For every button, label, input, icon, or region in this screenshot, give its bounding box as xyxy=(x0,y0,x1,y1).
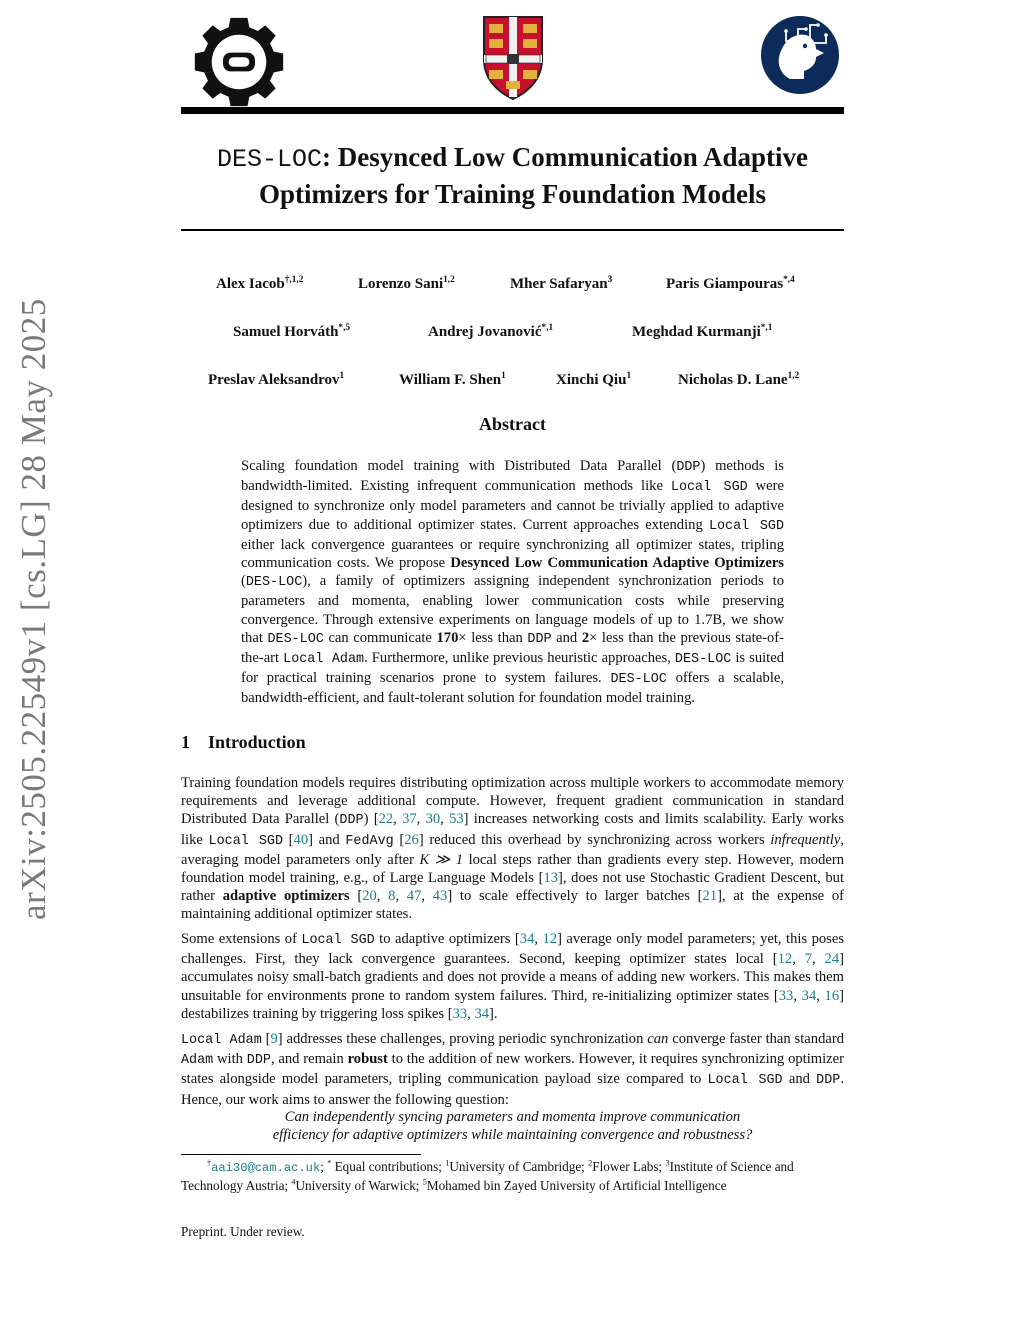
citation-link[interactable]: 30 xyxy=(425,811,441,828)
author-name: Paris Giampouras xyxy=(666,276,784,292)
citation-link[interactable]: 16 xyxy=(824,987,840,1004)
author xyxy=(358,276,455,293)
citation-link[interactable]: 7 xyxy=(804,951,813,968)
author xyxy=(632,324,772,341)
author xyxy=(233,324,350,341)
author-affil: 1 xyxy=(626,371,632,381)
citation-link[interactable]: 33 xyxy=(778,987,794,1004)
citation-link[interactable]: 22 xyxy=(378,811,394,828)
citation-link[interactable]: 13 xyxy=(543,870,559,887)
author-affil: 3 xyxy=(607,275,613,285)
research-question: Can independently syncing parameters and momenta improve communication efficiency for adaptive optimizers while maintaining convergence and robustness? xyxy=(272,1109,753,1144)
author xyxy=(399,372,506,389)
top-rule xyxy=(181,107,844,114)
author-name: Xinchi Qiu xyxy=(556,372,627,388)
citation-link[interactable]: 40 xyxy=(293,831,309,848)
author-name: Nicholas D. Lane xyxy=(678,372,788,388)
arxiv-stamp: arXiv:2505.22549v1 [cs.LG] 28 May 2025 xyxy=(14,298,53,920)
citation-link[interactable]: 24 xyxy=(824,951,840,968)
math-expression: K ≫ 1 xyxy=(419,851,463,868)
footnote-rule xyxy=(181,1154,421,1155)
author xyxy=(678,372,799,389)
section-title: Introduction xyxy=(208,732,306,752)
citation-link[interactable]: 43 xyxy=(432,888,448,905)
citation-link[interactable]: 20 xyxy=(362,888,377,905)
abstract-heading: Abstract xyxy=(479,414,546,434)
citation-link[interactable]: 53 xyxy=(449,811,464,828)
author-affil: 1 xyxy=(339,371,345,381)
author xyxy=(216,276,303,293)
author-affil: *,1 xyxy=(541,323,554,333)
author-name: Mher Safaryan xyxy=(510,276,608,292)
title-code: DES-LOC xyxy=(216,145,322,174)
citation-link[interactable]: 21 xyxy=(702,888,718,905)
citation-link[interactable]: 8 xyxy=(388,888,396,905)
email-link[interactable]: aai30@cam.ac.uk xyxy=(211,1161,321,1175)
author-name: William F. Shen xyxy=(399,372,502,388)
citation-link[interactable]: 34 xyxy=(474,1005,490,1022)
title-line2: Optimizers for Training Foundation Models xyxy=(258,179,767,209)
university-shield-logo-icon xyxy=(482,15,544,101)
citation-link[interactable]: 34 xyxy=(519,931,535,947)
author-affil: *,5 xyxy=(338,323,351,333)
citation-link[interactable]: 12 xyxy=(777,951,793,968)
bird-circuit-logo-icon xyxy=(760,15,840,95)
author-name: Andrej Jovanović xyxy=(428,324,542,340)
author-affil: *,1 xyxy=(760,323,773,333)
author-name: Lorenzo Sani xyxy=(358,276,444,292)
author-name: Preslav Aleksandrov xyxy=(208,372,340,388)
author xyxy=(556,372,631,389)
author-affil: 1,2 xyxy=(787,371,800,381)
abstract-body: Scaling foundation model training with Distributed Data Parallel (DDP) methods is bandwidth-limited. Existing infrequent communication methods like Local SGD were designed to synchronize only model parameters and cannot be trivially applied to adaptive optimizers due to additional optimizer states. Current approaches extending Local SGD either lack convergence guarantees or require synchronizing all optimizer states, tripling communication costs. We propose Desynced Low Communication Adaptive Optimizers (DES-LOC), a family of optimizers assigning independent synchronization periods to parameters and momenta, enabling lower communication costs while preserving convergence. Through extensive experiments on language models of up to 1.7B, we show that DES-LOC can communicate 170× less than DDP and 2× less than the previous state-of-the-art Local Adam. Furthermore, unlike previous heuristic approaches, DES-LOC is suited for practical training scenarios prone to system failures. DES-LOC offers a scalable, bandwidth-efficient, and fault-tolerant solution for foundation model training. xyxy=(241,458,785,707)
citation-link[interactable]: 9 xyxy=(270,1031,278,1047)
citation-link[interactable]: 12 xyxy=(542,931,558,947)
author-name: Meghdad Kurmanji xyxy=(632,324,761,340)
author-affil: 1 xyxy=(501,371,506,381)
author xyxy=(208,372,344,389)
author-affil: 1,2 xyxy=(443,275,455,285)
intro-paragraph-3: Local Adam [9] addresses these challenges, proving periodic synchronization can converge faster than standard Adam with DDP, and remain robust to the addition of new workers. However, it requires synchronizing optimizer states alongside model parameters, tripling communication payload size compared to Local SGD and DDP. Hence, our work aims to answer the following question: xyxy=(181,1031,844,1108)
author-name: Alex Iacob xyxy=(216,276,285,292)
section-heading xyxy=(181,732,306,753)
intro-paragraph-1: Training foundation models requires distributing optimization across multiple workers to accommodate memory requirements and leverage additional compute. However, frequent gradient communication in standard Distributed Data Parallel (DDP) [22, 37, 30, 53] increases networking costs and limits scalability. Early works like Local SGD [40] and FedAvg [26] reduced this overhead by synchronizing across workers infrequently, averaging model parameters only after K ≫ 1 local steps rather than gradients every step. However, modern foundation model training, e.g., of Large Language Models [13], does not use Stochastic Gradient Descent, but rather adaptive optimizers [20, 8, 47, 43] to scale effectively to larger batches [21], at the expense of maintaining additional optimizer states. xyxy=(181,775,844,923)
author xyxy=(510,276,612,293)
paper-title xyxy=(181,140,844,211)
author-affil: †,1,2 xyxy=(284,275,304,285)
preprint-note: Preprint. Under review. xyxy=(181,1224,305,1239)
footnote: †aai30@cam.ac.uk; * Equal contributions; $^1$University of Cambridge; $^2$Flower Labs; $^3$Institute of Science and Technology Austria; $^4$University of Warwick; $^5$Mohamed bin Zayed University of Artificial Intelligence xyxy=(181,1158,794,1193)
author xyxy=(428,324,553,341)
title-rule xyxy=(181,229,844,231)
citation-link[interactable]: 26 xyxy=(404,831,419,848)
author-name: Samuel Horváth xyxy=(233,324,339,340)
citation-link[interactable]: 34 xyxy=(801,987,817,1004)
author xyxy=(666,276,795,293)
author-affil: *,4 xyxy=(783,275,795,285)
citation-link[interactable]: 47 xyxy=(406,888,422,905)
intro-paragraph-2: Some extensions of Local SGD to adaptive optimizers [34, 12] average only model parameters; yet, this poses challenges. First, they lack convergence guarantees. Second, keeping optimizer states local [12, 7, 24] accumulates noisy small-batch gradients and does not provide a means of adding new workers. This makes them unsuitable for environments prone to random system failures. Third, re-initializing optimizer states [33, 34, 16] destabilizes training by triggering loss spikes [33, 34]. xyxy=(181,931,845,1022)
citation-link[interactable]: 33 xyxy=(452,1005,468,1022)
title-line1: : Desynced Low Communication Adaptive xyxy=(322,142,809,172)
gear-logo-icon xyxy=(192,15,286,109)
section-number: 1 xyxy=(181,732,190,752)
citation-link[interactable]: 37 xyxy=(402,811,417,828)
